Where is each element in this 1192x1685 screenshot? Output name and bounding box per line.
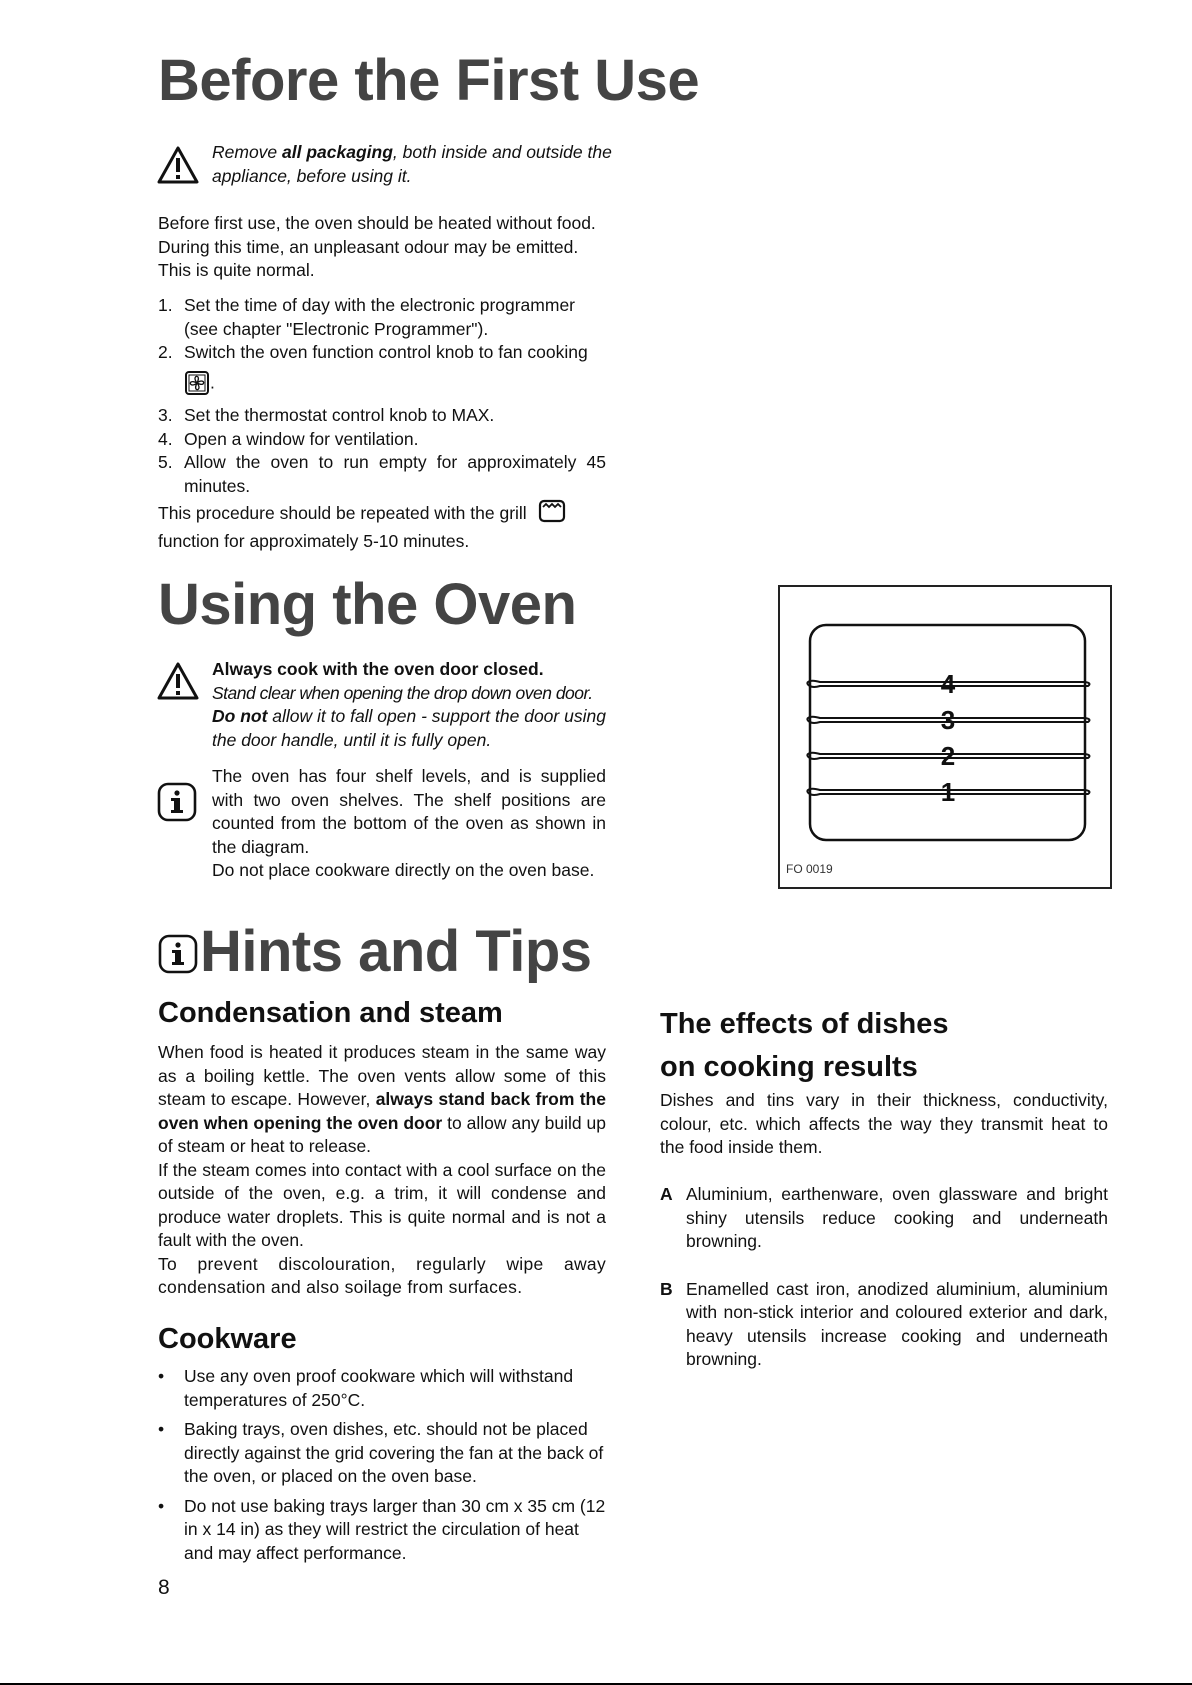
diagram-caption: FO 0019	[786, 862, 833, 876]
info-icon	[157, 782, 199, 827]
step-item: 1. Set the time of day with the electronic programmer (see chapter "Electronic Programmer").	[158, 295, 576, 339]
list-item: • Baking trays, oven dishes, etc. should not be placed directly against the grid covering the fan at the back of the oven, or placed on the oven base.	[158, 1419, 604, 1486]
warning-text-post: , both inside and outside the appliance, before using it.	[212, 142, 612, 186]
step-item: 3. Set the thermostat control knob to MAX.	[158, 405, 495, 425]
shelf-level-label: 4	[940, 669, 956, 699]
grill-icon	[538, 499, 566, 530]
shelf-level-label: 1	[940, 777, 956, 807]
step-item: 2. Switch the oven function control knob to fan cooking .	[158, 341, 606, 402]
step-item: 4. Open a window for ventilation.	[158, 428, 419, 449]
repeat-procedure: This procedure should be repeated with the grill function for approximately 5-10 minutes.	[158, 499, 606, 553]
warning-text-bold: all packaging	[282, 142, 393, 162]
shelf-level-label: 2	[940, 741, 956, 771]
fan-cooking-icon	[184, 370, 210, 403]
page-number: 8	[158, 1576, 170, 1599]
condensation-text: When food is heated it produces steam in the same way as a boiling kettle. The oven vents allow some of this steam to escape. However, always stand back from the oven when opening the oven door to allow any build up of steam or heat to release. If the steam comes into contact with a cool surface on the outside of the oven, e.g. a trim, it will condense and produce water droplets. This is quite normal and is not a fault with the oven. To prevent discolouration, regularly wipe away condensation and also soilage from surfaces.	[158, 1042, 606, 1297]
section-title-first-use: Before the First Use	[158, 48, 700, 113]
first-use-steps	[158, 294, 606, 498]
heading-cookware: Cookware	[158, 1323, 297, 1355]
packaging-warning	[212, 141, 612, 188]
info-icon	[158, 933, 200, 980]
section-title-hints: Hints and Tips	[200, 919, 592, 984]
shelf-diagram	[778, 585, 1112, 889]
heading-effects: The effects of dishes on cooking results	[660, 1008, 949, 1083]
list-item: • Use any oven proof cookware which will withstand temperatures of 250°C.	[158, 1366, 574, 1410]
door-warning: Always cook with the oven door closed. Stand clear when opening the drop down oven door. Do not allow it to fall open - support the door using the door handle, until it is fully open.	[212, 659, 606, 750]
list-item: A Aluminium, earthenware, oven glassware and bright shiny utensils reduce cooking and underneath browning.	[660, 1184, 1108, 1251]
step-item: 5. Allow the oven to run empty for approximately 45 minutes.	[158, 452, 606, 496]
warning-icon	[156, 145, 200, 190]
warning-icon	[156, 661, 200, 706]
warning-text-pre: Remove	[212, 142, 283, 162]
shelf-level-label: 3	[940, 705, 956, 735]
list-item: B Enamelled cast iron, anodized aluminium, aluminium with non-stick interior and coloured exterior and dark, heavy utensils increase cooking and underneath browning.	[660, 1278, 1108, 1369]
effects-intro: Dishes and tins vary in their thickness, conductivity, colour, etc. which affects the way they transmit heat to the food inside them.	[660, 1090, 1108, 1157]
heading-condensation: Condensation and steam	[158, 997, 503, 1029]
oven-shelf-diagram	[780, 587, 1110, 887]
cookware-list	[158, 1365, 606, 1571]
section-title-using-oven: Using the Oven	[158, 572, 577, 637]
shelf-info: The oven has four shelf levels, and is supplied with two oven shelves. The shelf positions are counted from the bottom of the oven as shown in the diagram. Do not place cookware directly on the oven base.	[212, 766, 606, 880]
list-item: • Do not use baking trays larger than 30 cm x 35 cm (12 in x 14 in) as they will restrict the circulation of heat and may affect performance.	[158, 1495, 606, 1563]
first-use-intro: Before first use, the oven should be heated without food. During this time, an unpleasant odour may be emitted. This is quite normal.	[158, 213, 596, 280]
shelf-rails	[807, 669, 1089, 807]
effects-list	[660, 1183, 1108, 1372]
